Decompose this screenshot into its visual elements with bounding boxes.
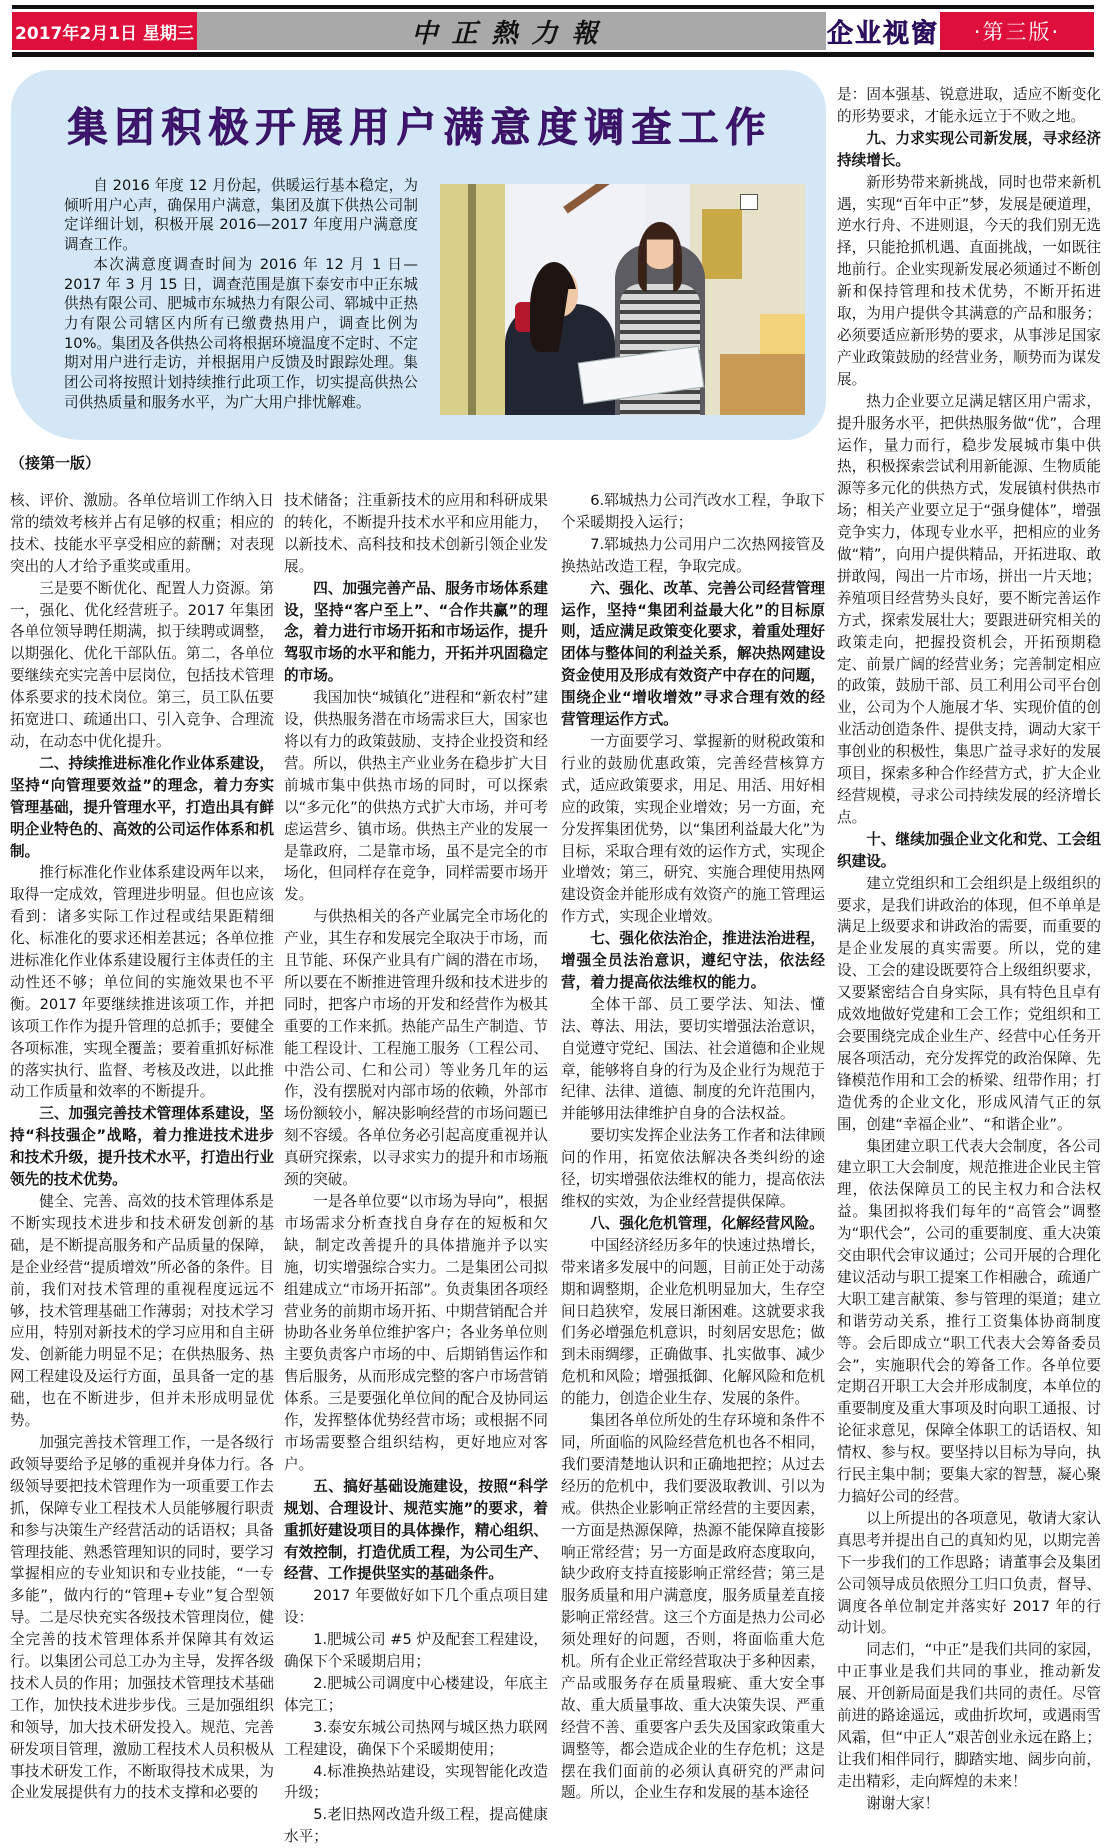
- article-column-4: [837, 84, 1101, 1815]
- section-heading: 九、力求实现公司新发展，寻求经济持续增长。: [837, 129, 1101, 169]
- feature-paragraph: 本次满意度调查时间为 2016 年 12 月 1 日—2017 年 3 月 15 日，调查范围是旗下泰安市中正东城供热有限公司、肥城市东城热力有限公司、郓城中正热力有限公司辖区内所有已缴费热用户，调查比例为 10%。集团及各供热公司将根据环境温度不定时、不定期对用户进行走访，并根据用户反馈及时跟踪处理。集团公司将按照计划持续推行此项工作，切实提高供热公司供热质量和服务水平，为广大用户排忧解难。: [64, 255, 418, 411]
- paragraph-text: 是：固本强基、锐意进取，适应不断变化的形势要求，才能永远立于不败之地。: [837, 86, 1101, 125]
- paragraph-text: 同志们，“中正”是我们共同的家园，中正事业是我们共同的事业，推动新发展、开创新局面是我们共同的责任。尽管前进的路途遥远，或曲折坎坷，或遇雨雪风霜，但“中正人”艰苦创业永远在路上；让我们相伴同行，脚踏实地、阔步向前，走出精彩，走向辉煌的未来！: [837, 1641, 1101, 1790]
- section-heading: 六、强化、改革、完善公司经营管理运作，坚持“集团利益最大化”的目标原则，适应满足政策变化要求，着重处理好团体与整体间的利益关系，解决热网建设资金使用及形成有效资产中存在的问题，围绕企业“增收增效”寻求合理有效的经营管理运作方式。: [561, 579, 825, 729]
- section-heading: 七、强化依法治企，推进法治进程，增强全员法治意识，遵纪守法，依法经营，着力提高依法维权的能力。: [561, 930, 825, 991]
- paragraph-text: 一是各单位要“以市场为导向”，根据市场需求分析查找自身存在的短板和欠缺，制定改善提升的具体措施并予以实施，切实增强综合实力。二是集团公司拟组建成立“市场开拓部”。负责集团各项经营业务的前期市场开拓、中期营销配合并协助各业务单位维护客户；各业务单位则主要负责客户市场的中、后期销售运作和售后服务，从而形成完整的客户市场营销体系。三是要强化单位间的配合及协同运作，发挥整体优势经营市场；或根据不同市场需要整合组织结构，更好地应对客户。: [284, 1193, 548, 1473]
- paragraph-text: 建立党组织和工会组织是上级组织的要求，是我们讲政治的体现，但不单单是满足上级要求和讲政治的需要，而重要的是企业发展的真实需要。所以，党的建设、工会的建设既要符合上级组织要求，又要紧密结合自身实际，具有特色且卓有成效地做好党建和工会工作；党组织和工会要围绕完成企业生产、经营中心任务开展各项活动，充分发挥党的政治保障、先锋模范作用和工会的桥梁、纽带作用；打造优秀的企业文化，形成风清气正的氛围，创建“幸福企业”、“和谐企业”。: [837, 874, 1101, 1133]
- paragraph-text: 7.郓城热力公司用户二次热网接管及换热站改造工程，争取完成。: [561, 535, 825, 575]
- paragraph-text: 加强完善技术管理工作，一是各级行政领导要给予足够的重视并身体力行。各级领导要把技术管理作为一项重要工作去抓，保障专业工程技术人员能够履行职责和参与决策生产经营活动的话语权；具备管理技能、熟悉管理知识的同时，要学习掌握相应的专业知识和专业技能，“一专多能”，做内行的“管理+专业”复合型领导。二是尽快充实各级技术管理岗位，健全完善的技术管理体系并保障其有效运行。以集团公司总工办为主导，发挥各级技术人员的作用；加强技术管理技术基础工作，加快技术进步步伐。三是加强组织和领导，加大技术研发投入。规范、完善研发项目管理，激励工程技术人员积极从事技术研发工作，不断取得技术成果，为企业发展提供有力的技术支撑和必要的: [10, 1433, 274, 1802]
- body-paragraph: [837, 1508, 1101, 1639]
- section-title: 企业视窗: [826, 12, 940, 50]
- paragraph-text: 6.郓城热力公司汽改水工程，争取下个采暖期投入运行；: [561, 492, 825, 531]
- body-paragraph: [284, 490, 548, 578]
- paragraph-text: 技术储备；注重新技术的应用和科研成果的转化，不断提升技术水平和应用能力，以新技术、高科技和技术创新引领企业发展。: [284, 492, 548, 575]
- body-paragraph: [284, 906, 548, 1191]
- section-heading: 三是要不断优化、配置人力资源。第一，强化、优化经营班子。: [10, 579, 274, 619]
- body-paragraph: [561, 994, 825, 1125]
- body-paragraph: [284, 1673, 548, 1717]
- paragraph-text: 集团各单位所处的生存环境和条件不同，所面临的风险经营危机也各不相同，我们要清楚地认识和正确地把控；从过去经历的危机中，我们要汲取教训、引以为戒。供热企业影响正常经营的主要因素，一方面是热源保障，热源不能保障直接影响正常经营；另一方面是政府态度取向，缺少政府支持直接影响正常经营；第三是服务质量和用户满意度，服务质量差直接影响正常经营。这三个方面是热力公司必须处理好的问题，否则，将面临重大危机。所有企业正常经营取决于多种因素，产品或服务存在质量瑕疵、重大安全事故、重大质量事故、重大决策失误、严重经营不善、重要客户丢失及国家政策重大调整等，都会造成企业的生存危机；这是摆在我们面前的必须认真研究的严肃问题。所以，企业生存和发展的基本途径: [561, 1412, 825, 1802]
- section-paragraph: [10, 753, 274, 863]
- section-paragraph: [284, 578, 548, 688]
- paragraph-text: 热力企业要立足满足辖区用户需求，提升服务水平，把供热服务做“优”，合理运作，量力而行，稳步发展城市集中供热，积极探索尝试利用新能源、生物质能源等多元化的供热方式，发展镇村供热市场；相关产业要立足于“强身健体”，增强竞争实力，体现专业水平，把相应的业务做“精”，向用户提供精品，开拓进取、敢拼敢闯，闯出一片市场，拼出一片天地；养殖项目经营势头良好，要不断完善运作方式，探索发展壮大；要跟进研究相关的政策走向，把握投资机会，开拓预期稳定、前景广阔的经营业务；完善制定相应的政策，鼓励干部、员工利用公司平台创业，公司为个人施展才华、实现价值的创业活动创造条件、提供支持，调动大家干事创业的积极性，集思广益寻求好的发展项目，探索多种合作经营方式，扩大企业经营规模，寻求公司持续发展的经济增长点。: [837, 392, 1101, 826]
- body-paragraph: [837, 873, 1101, 1136]
- paragraph-text: 健全、完善、高效的技术管理体系是不断实现技术进步和技术研发创新的基础，是不断提高服务和产品质量的保障，是企业经营“提质增效”所必备的条件。目前，我们对技术管理的重视程度远远不够，技术管理基础工作薄弱；对技术学习应用，特别对新技术的学习应用和自主研发、创新能力明显不足；在供热服务、热网工程建设及运行方面，虽具备一定的基础，也在不断进步，但并未形成明显优势。: [10, 1193, 274, 1430]
- body-paragraph: [284, 1761, 548, 1805]
- section-heading: 八、强化危机管理，化解经营风险。: [590, 1214, 824, 1232]
- body-paragraph: [284, 687, 548, 906]
- paragraph-text: 集团建立职工代表大会制度，各公司建立职工大会制度，规范推进企业民主管理，依法保障员工的民主权力和合法权益。集团拟将我们每年的“高管会”调整为“职代会”，公司的重要制度、重大决策交由职代会审议通过；公司开展的合理化建议活动与职工提案工作相融合，疏通广大职工建言献策、参与管理的渠道；建立和谐劳动关系，推行工资集体协商制度等。会后即成立“职工代表大会筹备委员会”，实施职代会的筹备工作。各单位要定期召开职工大会并形成制度，本单位的重要制度及重大事项及时向职工通报、讨论征求意见，保障全体职工的话语权、知情权、参与权。要坚持以目标为导向，执行民主集中制；要集大家的智慧，凝心聚力搞好公司的经营。: [837, 1137, 1101, 1505]
- paragraph-text: 我国加快“城镇化”进程和“新农村”建设，供热服务潜在市场需求巨大，国家也将以有力的政策鼓励、支持企业投资和经营。所以，供热主产业业务在稳步扩大目前城市集中供热市场的同时，可以探索以“多元化”的供热方式扩大市场，并可考虑运营乡、镇市场。供热主产业的发展一是靠政府，二是靠市场，虽不是完全的市场化，但同样存在竞争，同样需要市场开发。: [284, 689, 548, 904]
- paragraph-text: 新形势带来新挑战，同时也带来新机遇，实现“百年中正”梦，发展是硬道理，逆水行舟、不进则退，今天的我们别无选择，只能抢抓机遇、直面挑战，一如既往地前行。企业实现新发展必须通过不断创新和保持管理和技术优势，不断开拓进取，为用户提供令其满意的产品和服务；必须要适应新形势的要求，从事涉足国家产业政策鼓励的经营业务，顺势而为谋发展。: [837, 173, 1101, 388]
- body-paragraph: [837, 391, 1101, 829]
- paragraph-text: 要切实发挥企业法务工作者和法律顾问的作用，拓宽依法解决各类纠纷的途径，切实增强依法维权的能力，提高依法维权的实效，为企业经营提供保障。: [561, 1127, 825, 1210]
- body-paragraph: [837, 1639, 1101, 1792]
- section-heading: 四、加强完善产品、服务市场体系建设，坚持“客户至上”、“合作共赢”的理念，着力进行市场开拓和市场运作，提升驾驭市场的水平和能力，开拓并巩固稳定的市场。: [284, 579, 548, 685]
- page-number: ·第三版·: [940, 12, 1094, 50]
- section-paragraph: [561, 578, 825, 731]
- section-paragraph: [10, 1103, 274, 1191]
- body-paragraph: [284, 1191, 548, 1476]
- section-paragraph: [284, 1476, 548, 1586]
- body-paragraph: [561, 490, 825, 534]
- body-paragraph: [10, 490, 274, 578]
- masthead: 中正熱力報: [197, 12, 826, 50]
- top-rule: [12, 5, 1094, 9]
- paragraph-text: 与供热相关的各产业属完全市场化的产业，其生存和发展完全取决于市场，而且节能、环保产业具有广阔的潜在市场，所以要在不断推进管理升级和技术进步的同时，把客户市场的开发和经营作为极其重要的工作来抓。热能产品生产制造、节能工程设计、工程施工服务（工程公司、中浩公司、仁和公司）等业务几年的运作，没有摆脱对内部市场的依赖，外部市场份额较小，解决影响经营的市场问题已刻不容缓。各单位务必引起高度重视并认真研究探索，以寻求实力的提升和市场瓶颈的突破。: [284, 908, 548, 1189]
- paragraph-text: 2017 年要做好如下几个重点项目建设：: [284, 1587, 548, 1627]
- section-heading: 三、加强完善技术管理体系建设，坚持“科技强企”战略，着力推进技术进步和技术升级，提升技术水平，打造出行业领先的技术优势。: [10, 1105, 274, 1189]
- body-paragraph: [837, 172, 1101, 391]
- section-paragraph: [10, 578, 274, 753]
- article-column-3: [561, 490, 825, 1804]
- body-paragraph: [284, 1717, 548, 1761]
- paragraph-text: 全体干部、员工要学法、知法、懂法、尊法、用法，要切实增强法治意识，自觉遵守党纪、国法、社会道德和企业规章，能够将自身的行为及企业行为规范于纪律、法律、道德、制度的允许范围内，并能够用法律维护自身的合法权益。: [561, 995, 825, 1123]
- section-paragraph: [561, 928, 825, 994]
- body-paragraph: [10, 1432, 274, 1804]
- paragraph-text: 2017 年集团各单位领导聘任期满，拟于续聘或调整，以期强化、优化干部队伍。第二，各单位要继续充实完善中层岗位，包括技术管理体系要求的技术岗位。第三，员工队伍要拓宽进口、疏通出口、引入竞争、合理流动，在动态中优化提升。: [10, 601, 274, 750]
- article-column-2: [284, 490, 548, 1848]
- body-paragraph: [561, 1235, 825, 1410]
- body-paragraph: [561, 1410, 825, 1804]
- body-paragraph: [10, 1191, 274, 1432]
- paragraph-text: 一方面要学习、掌握新的财税政策和行业的鼓励优惠政策，完善经营核算方式，适应政策要求，用足、用活、用好相应的政策，实现企业增效；另一方面，充分发挥集团优势，以“集团利益最大化”为目标，采取合理有效的运作方式，实现企业增效；第三，研究、实施合理使用热网建设资金并能形成有效资产的施工管理运作方式，实现企业增效。: [561, 732, 825, 926]
- body-paragraph: [837, 1136, 1101, 1508]
- continued-label: （接第一版）: [10, 454, 101, 472]
- paragraph-text: 核、评价、激励。各单位培训工作纳入日常的绩效考核并占有足够的权重；相应的技术、技能水平享受相应的薪酬；对表现突出的人才给予重奖或重用。: [10, 492, 274, 575]
- section-heading: 五、搞好基础设施建设，按照“科学规划、合理设计、规范实施”的要求，着重抓好建设项目的具体操作，精心组织、有效控制，打造优质工程，为公司生产、经营、工作提供坚实的基础条件。: [284, 1477, 548, 1583]
- body-paragraph: [284, 1804, 548, 1848]
- feature-body: [64, 176, 418, 412]
- body-paragraph: [10, 862, 274, 1103]
- bottom-rule: [12, 52, 1094, 57]
- body-paragraph: [284, 1585, 548, 1629]
- paragraph-text: 5.老旧热网改造升级工程，提高健康水平；: [284, 1806, 548, 1846]
- section-paragraph: [837, 829, 1101, 873]
- body-paragraph: [561, 534, 825, 578]
- section-heading: 二、持续推进标准化作业体系建设，坚持“向管理要效益”的理念，着力夯实管理基础，提升管理水平，打造出具有鲜明企业特色的、高效的公司运作体系和机制。: [10, 754, 274, 860]
- feature-paragraph: 自 2016 年度 12 月份起，供暖运行基本稳定，为倾听用户心声，确保用户满意，集团及旗下供热公司制定详细计划，积极开展 2016—2017 年度用户满意度调查工作。: [64, 177, 418, 254]
- body-paragraph: [561, 731, 825, 928]
- section-heading: 十、继续加强企业文化和党、工会组织建设。: [837, 830, 1101, 870]
- paragraph-text: 谢谢大家！: [866, 1794, 940, 1812]
- survey-visit-photo: [440, 184, 805, 415]
- paragraph-text: 推行标准化作业体系建设两年以来，取得一定成效，管理进步明显。但也应该看到：诸多实际工作过程或结果距精细化、标准化的要求还相差甚远；各单位推进标准化作业体系建设履行主体责任的主动性还不够；单位间的实施效果也不平衡。2017 年要继续推进该项工作，并把该项工作作为提升管理的总抓手；要健全各项标准，实现全覆盖；要着重抓好标准的落实执行、监督、考核及改进，以此推动工作质量和效率的不断提升。: [10, 864, 274, 1101]
- paragraph-text: 2.肥城公司调度中心楼建设，年底主体完工；: [284, 1674, 548, 1714]
- body-paragraph: [561, 1125, 825, 1213]
- section-paragraph: [837, 128, 1101, 172]
- issue-date: 2017年2月1日 星期三: [12, 12, 197, 50]
- paragraph-text: 以上所提出的各项意见，敬请大家认真思考并提出自己的真知灼见，以期完善下一步我们的工作思路；请董事会及集团公司领导成员依照分工归口负责，督导、调度各单位制定并落实好 2017 年的行动计划。: [837, 1509, 1101, 1637]
- paragraph-text: 1.肥城公司 #5 炉及配套工程建设，确保下个采暖期启用；: [284, 1631, 548, 1671]
- paragraph-text: 中国经济经历多年的快速过热增长，带来诸多发展中的问题，目前正处于动荡期和调整期，企业危机明显加大，生存空间日趋狭窄，发展日渐困难。这就要求我们务必增强危机意识，时刻居安思危；做到未雨绸缪，正确做事、扎实做事、减少危机和风险；增强抵御、化解风险和危机的能力，创造企业生存、发展的条件。: [561, 1236, 825, 1408]
- section-paragraph: [561, 1213, 825, 1235]
- paragraph-text: 3.泰安东城公司热网与城区热力联网工程建设，确保下个采暖期使用；: [284, 1718, 548, 1758]
- body-paragraph: [837, 1793, 1101, 1815]
- feature-title: 集团积极开展用户满意度调查工作: [67, 105, 773, 151]
- body-paragraph: [837, 84, 1101, 128]
- body-paragraph: [284, 1629, 548, 1673]
- paragraph-text: 4.标准换热站建设，实现智能化改造升级；: [284, 1762, 548, 1802]
- article-column-1: [10, 490, 274, 1804]
